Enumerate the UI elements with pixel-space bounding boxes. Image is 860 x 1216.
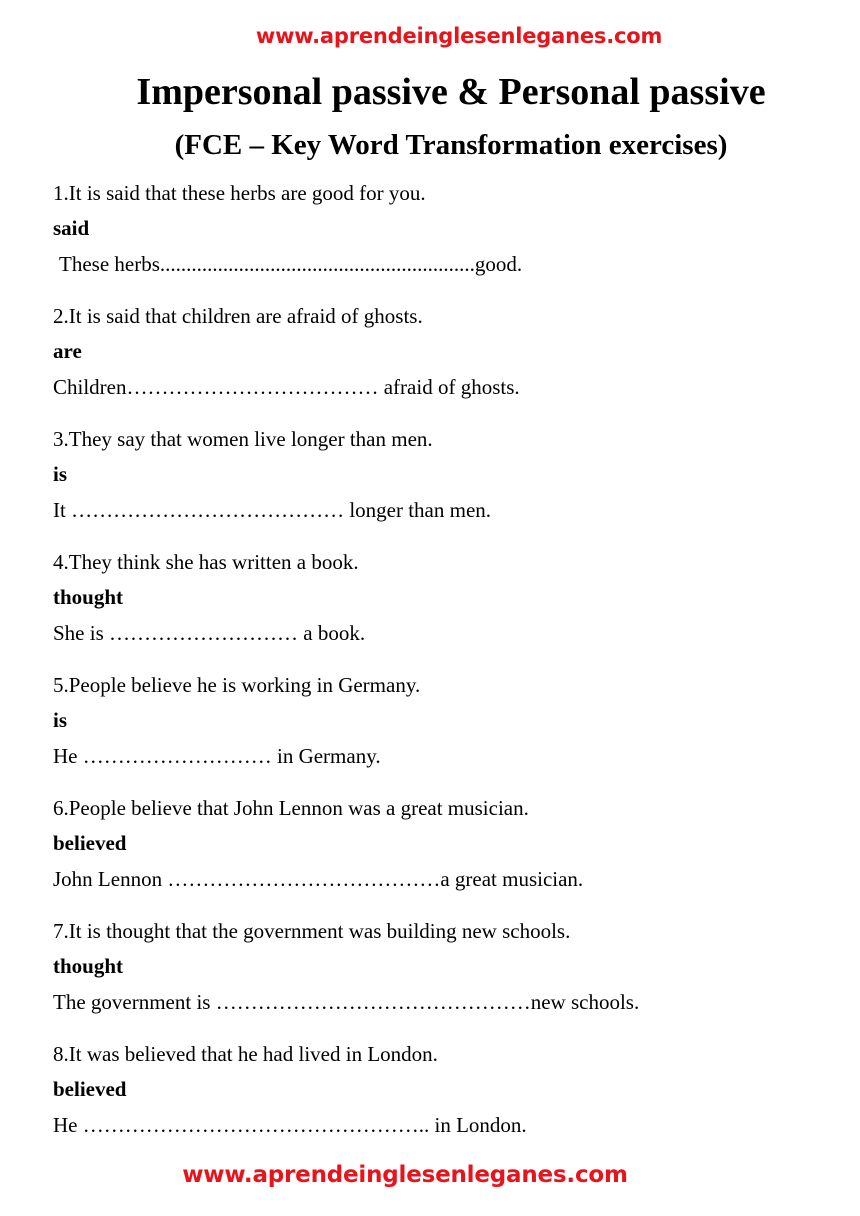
- footer-website-link[interactable]: www.aprendeinglesenleganes.com: [182, 1162, 628, 1188]
- exercise-answer-blank: He ……………………… in Germany.: [53, 744, 381, 768]
- exercise-question: 5.People believe he is working in Germany.: [53, 673, 421, 697]
- exercise-answer-blank: Children……………………………… afraid of ghosts.: [53, 375, 520, 399]
- exercise-question: 1.It is said that these herbs are good for you.: [53, 181, 426, 205]
- page-subtitle: (FCE – Key Word Transformation exercises): [174, 129, 728, 161]
- exercise-keyword: is: [53, 462, 68, 486]
- exercise-question: 6.People believe that John Lennon was a great musician.: [53, 796, 529, 820]
- exercise-question: 4.They think she has written a book.: [53, 550, 359, 574]
- header-website-link[interactable]: www.aprendeinglesenleganes.com: [255, 24, 663, 48]
- exercise-answer-blank: It ………………………………… longer than men.: [53, 498, 492, 522]
- exercise-question: 7.It is thought that the government was building new schools.: [53, 919, 571, 943]
- exercise-answer-blank: These herbs............................................................good.: [59, 252, 523, 276]
- exercise-answer-blank: The government is ………………………………………new schools.: [53, 990, 640, 1014]
- exercise-question: 3.They say that women live longer than men.: [53, 427, 433, 451]
- exercise-keyword: believed: [53, 1077, 127, 1101]
- exercise-question: 8.It was believed that he had lived in London.: [53, 1042, 438, 1066]
- exercise-question: 2.It is said that children are afraid of ghosts.: [53, 304, 423, 328]
- exercise-answer-blank: She is ……………………… a book.: [53, 621, 366, 645]
- exercise-keyword: believed: [53, 831, 127, 855]
- exercise-keyword: said: [53, 216, 90, 240]
- exercise-keyword: are: [53, 339, 82, 363]
- exercise-keyword: thought: [53, 954, 124, 978]
- exercise-answer-blank: John Lennon …………………………………a great musician.: [53, 867, 584, 891]
- exercise-keyword: is: [53, 708, 68, 732]
- page-title: Impersonal passive & Personal passive: [136, 71, 766, 113]
- exercise-keyword: thought: [53, 585, 124, 609]
- exercise-answer-blank: He ………………………………………….. in London.: [53, 1113, 527, 1137]
